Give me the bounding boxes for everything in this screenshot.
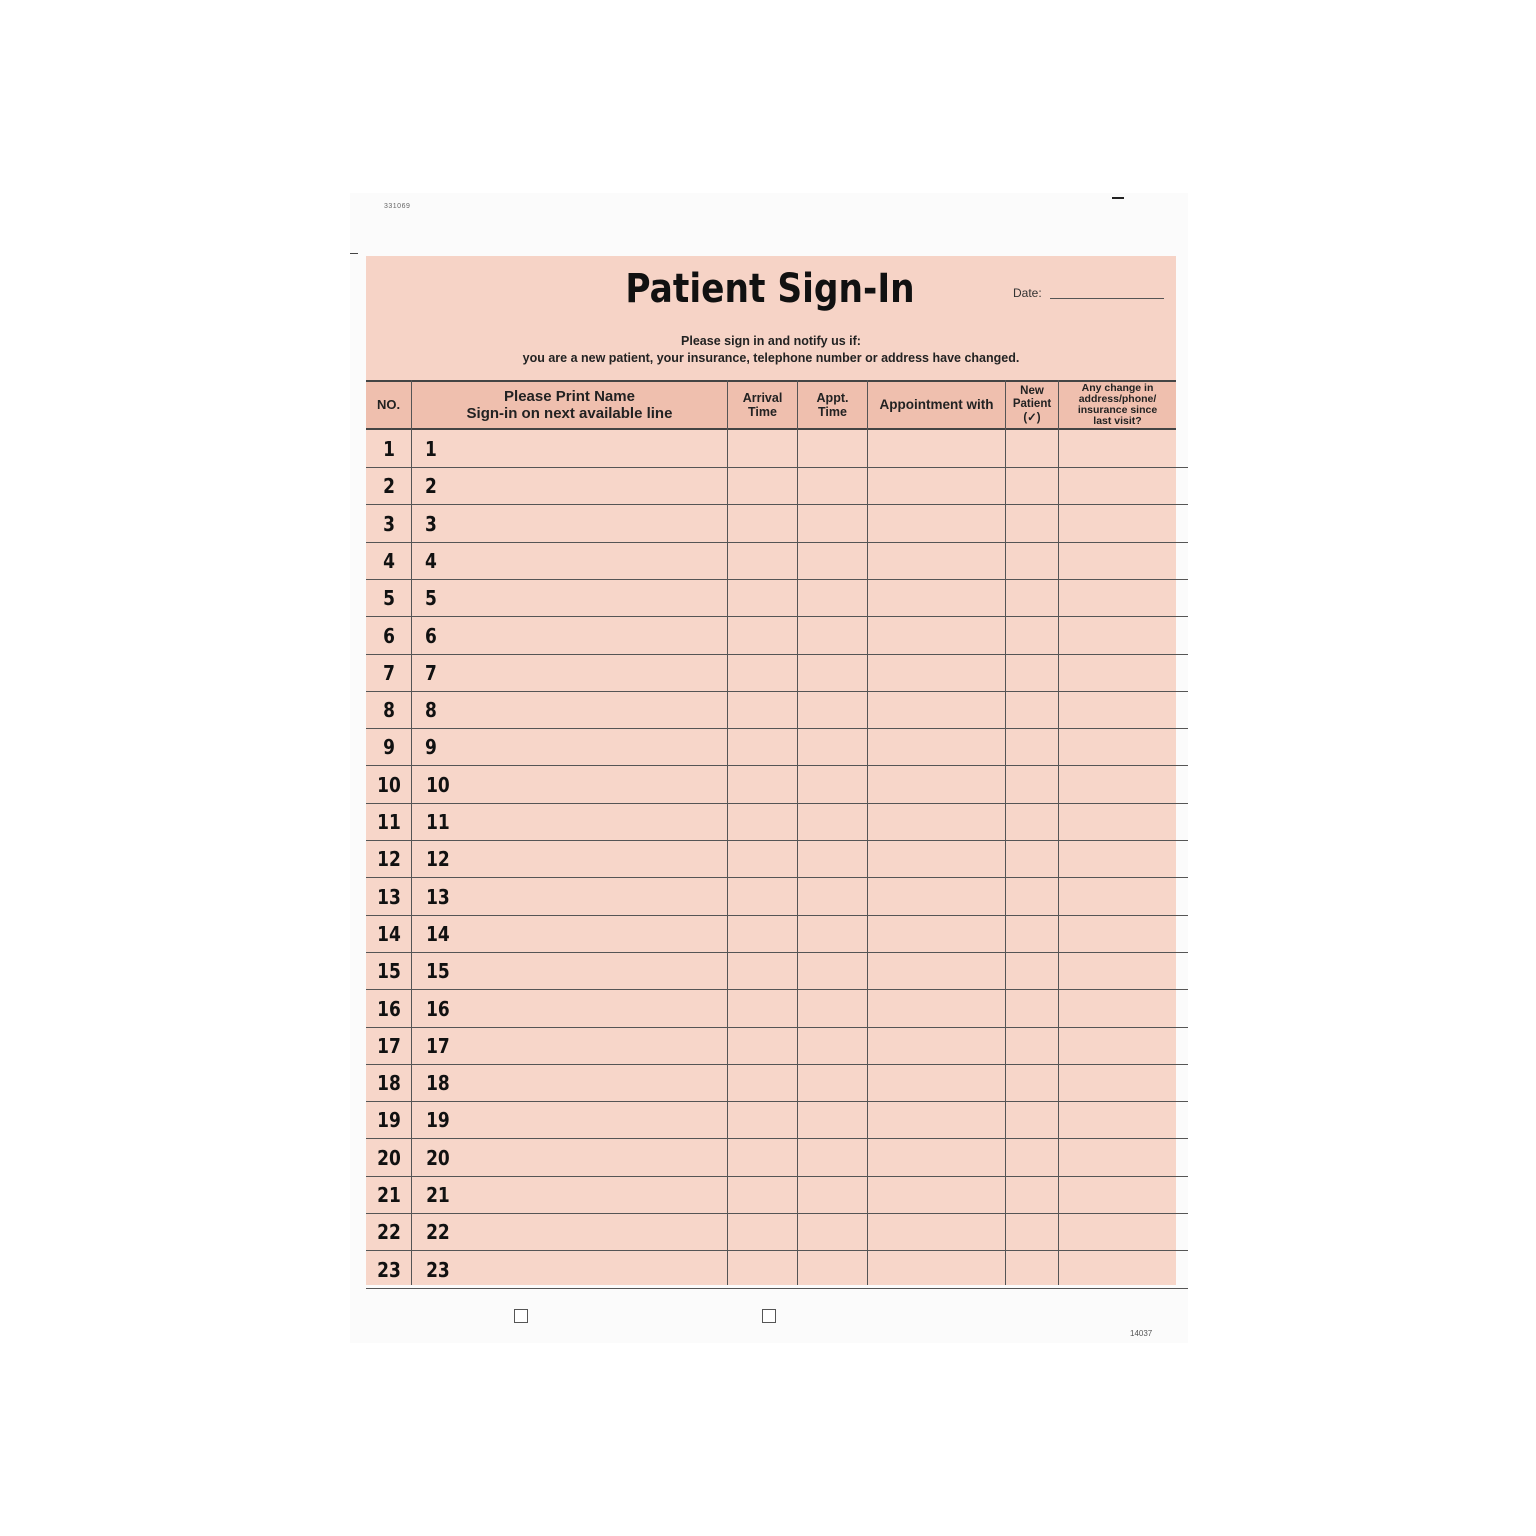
row-number: 15 <box>377 959 401 984</box>
table-row[interactable] <box>366 655 1188 692</box>
table-row[interactable] <box>366 618 1188 655</box>
row-number: 21 <box>377 1183 401 1207</box>
row-line-number: 12 <box>426 847 450 872</box>
row-number: 13 <box>377 884 401 909</box>
table-row[interactable] <box>366 1252 1188 1289</box>
table-row[interactable] <box>366 1102 1188 1139</box>
table-row[interactable] <box>366 431 1188 468</box>
table-row[interactable] <box>366 729 1188 766</box>
row-line-number: 15 <box>426 959 450 984</box>
column-header-arrival-time: Arrival Time <box>742 390 783 419</box>
row-line-number: 19 <box>426 1108 450 1133</box>
table-row[interactable] <box>366 1065 1188 1102</box>
table-row[interactable] <box>366 916 1188 953</box>
row-number: 8 <box>383 698 395 723</box>
checkbox-left[interactable] <box>514 1309 528 1323</box>
column-header-new-patient: New Patient (✓) <box>1012 385 1052 424</box>
row-line-number: 21 <box>426 1183 450 1207</box>
table-row[interactable] <box>366 879 1188 916</box>
row-line-number: 17 <box>426 1033 450 1058</box>
table-row[interactable] <box>366 767 1188 804</box>
date-field[interactable] <box>1050 298 1164 299</box>
row-number: 7 <box>383 660 395 685</box>
checkbox-center[interactable] <box>762 1309 776 1323</box>
table-row[interactable] <box>366 580 1188 617</box>
row-number: 5 <box>383 586 395 611</box>
row-number: 17 <box>377 1033 401 1058</box>
form-code-top: 331069 <box>384 203 411 210</box>
row-number: 10 <box>377 772 401 797</box>
row-number: 18 <box>377 1071 401 1096</box>
date-label: Date: <box>1013 286 1042 300</box>
row-line-number: 6 <box>425 623 437 648</box>
column-header-name: Please Print Name Sign-in on next available line <box>466 387 673 422</box>
row-number: 19 <box>377 1108 401 1133</box>
row-number: 23 <box>377 1257 401 1282</box>
edge-mark <box>350 253 358 254</box>
row-number: 16 <box>377 996 401 1021</box>
row-line-number: 23 <box>426 1257 450 1282</box>
table-row[interactable] <box>366 468 1188 505</box>
form-code-bottom: 14037 <box>1130 1329 1153 1338</box>
table-row[interactable] <box>366 1177 1188 1214</box>
table-row[interactable] <box>366 506 1188 543</box>
table-row[interactable] <box>366 692 1188 729</box>
row-number: 9 <box>383 735 395 760</box>
table-row[interactable] <box>366 804 1188 841</box>
row-number: 12 <box>377 847 401 872</box>
row-number: 6 <box>383 623 395 648</box>
row-number: 11 <box>377 810 401 834</box>
row-line-number: 7 <box>425 660 437 685</box>
table-row[interactable] <box>366 1214 1188 1251</box>
row-line-number: 4 <box>425 548 437 573</box>
row-line-number: 11 <box>426 810 450 834</box>
table-row[interactable] <box>366 543 1188 580</box>
table-row[interactable] <box>366 1028 1188 1065</box>
table-row[interactable] <box>366 841 1188 878</box>
row-number: 4 <box>383 548 395 573</box>
row-line-number: 5 <box>425 586 437 611</box>
table-row[interactable] <box>366 953 1188 990</box>
row-line-number: 16 <box>426 996 450 1021</box>
row-line-number: 20 <box>426 1145 450 1170</box>
notice-line-2: you are a new patient, your insurance, telephone number or address have changed. <box>522 351 1020 365</box>
row-line-number: 22 <box>426 1220 450 1245</box>
column-header-any-change: Any change in address/phone/ insurance since last visit? <box>1077 381 1158 428</box>
row-number: 1 <box>383 437 395 461</box>
column-header-appointment-with: Appointment with <box>879 397 994 413</box>
row-line-number: 14 <box>426 921 450 946</box>
registration-mark <box>1112 197 1124 199</box>
row-line-number: 18 <box>426 1071 450 1096</box>
column-header-appt-time: Appt. Time <box>816 390 849 419</box>
row-line-number: 3 <box>425 511 437 536</box>
column-header-no: NO. <box>376 396 401 412</box>
row-line-number: 10 <box>426 772 450 797</box>
row-line-number: 9 <box>425 735 437 760</box>
table-row[interactable] <box>366 1140 1188 1177</box>
row-number: 3 <box>383 511 395 536</box>
row-number: 20 <box>377 1145 401 1170</box>
table-row[interactable] <box>366 991 1188 1028</box>
row-line-number: 8 <box>425 698 437 723</box>
row-number: 22 <box>377 1220 401 1245</box>
notice-line-1: Please sign in and notify us if: <box>681 334 861 348</box>
row-line-number: 1 <box>425 437 437 461</box>
row-line-number: 2 <box>425 474 437 499</box>
row-number: 14 <box>377 921 401 946</box>
row-line-number: 13 <box>426 884 450 909</box>
page-title: Patient Sign-In <box>625 266 915 312</box>
row-number: 2 <box>383 474 395 499</box>
